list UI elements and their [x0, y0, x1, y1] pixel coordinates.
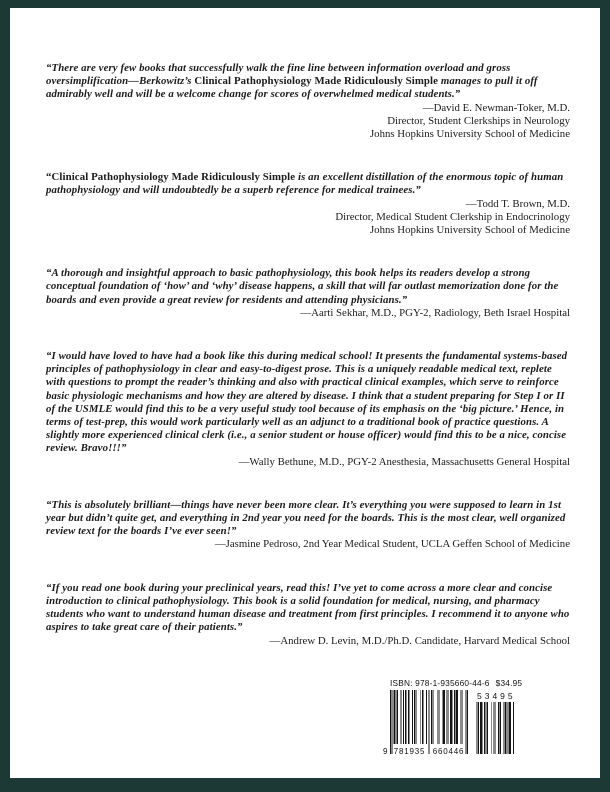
barcode-bar [392, 690, 393, 754]
barcode-bar [456, 690, 457, 744]
barcode-bar [428, 690, 429, 754]
barcode-bar [495, 702, 496, 754]
testimonial [46, 267, 570, 320]
barcode-bar [423, 690, 424, 744]
barcode-bar [395, 690, 396, 744]
price-text: $34.95 [495, 677, 523, 688]
testimonial-attribution: —David E. Newman-Toker, M.D. [422, 101, 570, 114]
testimonial-attribution: Director, Student Clerkships in Neurology [387, 114, 570, 127]
barcode-bar [476, 702, 477, 754]
ean13-bars [390, 690, 468, 754]
barcode-bar [509, 702, 510, 754]
barcode-bar [454, 690, 455, 744]
testimonial-attribution: —Aarti Sekhar, M.D., PGY-2, Radiology, Beth Israel Hospital [300, 306, 570, 319]
barcode-bar [397, 690, 398, 744]
barcode-bar [393, 690, 394, 744]
testimonial [46, 582, 570, 648]
quote-text: “If you read one book during your preclinical years, read this! I’ve yet to come across a more clear and concise introduction to clinical pathophysiology. This book is a solid foundation for medical, nursing, and pharmacy students who want to understand human disease and treatment from first principles. I recommend it to anyone who aspires to take great care of their patients.” [46, 581, 570, 634]
testimonial-attribution: —Andrew D. Levin, M.D./Ph.D. Candidate, Harvard Medical School [269, 634, 570, 647]
barcodes [383, 690, 516, 756]
barcode-bar [397, 690, 398, 744]
barcode-bar [501, 702, 502, 754]
barcode-bar [412, 690, 413, 744]
testimonial [46, 62, 570, 141]
testimonial-quote [46, 171, 570, 197]
testimonial-attribution: Director, Medical Student Clerkship in Endocrinology [335, 210, 570, 223]
barcode-bar [480, 702, 481, 754]
barcode-bar [514, 702, 515, 754]
barcode-bar [479, 702, 480, 754]
barcode-bar [461, 690, 462, 744]
isbn-text: ISBN: 978-1-935660-44-6 [390, 677, 490, 688]
quote-text: is an excellent distillation of the enormous topic of human pathophysiology and will undoubtedly be a superb reference for medical trainees.” [46, 171, 564, 197]
barcode-bar [414, 690, 415, 744]
testimonial [46, 350, 570, 469]
barcode-bar [409, 690, 410, 744]
barcode-bar [433, 690, 434, 744]
barcode-bar [394, 690, 395, 744]
barcode-bar [426, 690, 427, 744]
barcode-bar [405, 690, 406, 744]
barcode-bar [504, 702, 505, 754]
ean5-addon-barcode [474, 692, 516, 754]
testimonial-quote [46, 62, 570, 102]
barcode-bar [481, 702, 482, 754]
ean13-left-digits: 781935 [393, 746, 426, 756]
barcode-bar [492, 702, 493, 754]
quote-text: “I would have loved to have had a book like this during medical school! It presents the fundamental systems-based principles of pathophysiology in clear and easy-to-digest prose. This is a uniquely readable medical text, replete with questions to prompt the reader’s thinking and also with practical clinical examples, which serve to reinforce basic physiologic mechanisms and how they are altered by disease. I think that a student preparing for Step I or II of the USMLE would find this to be a very useful study tool because of its emphasis on the ‘big picture.’ Hence, in terms of test-prep, this would work particularly well as an adjunct to a traditional book of practice questions. A slightly more experienced clinical clerk (i.e., a senior student or house officer) would find this to be a nice, concise review. Bravo!!!” [46, 350, 568, 455]
barcode-bar [438, 690, 439, 744]
barcode-bar [508, 702, 509, 754]
barcode-bar [457, 690, 458, 744]
barcode-bar [447, 690, 448, 744]
barcode-bar [510, 702, 511, 754]
testimonial-quote [46, 582, 570, 635]
barcode-bar [460, 690, 461, 744]
barcode-bar [403, 690, 404, 744]
isbn-barcode-block [383, 677, 523, 756]
barcode-bar [448, 690, 449, 744]
testimonial-quote [46, 350, 570, 456]
testimonials-panel [10, 8, 600, 778]
testimonial [46, 171, 570, 237]
barcode-bar [466, 690, 467, 754]
barcode-bar [443, 690, 444, 744]
barcode-bar [431, 690, 432, 744]
barcode-bar [406, 690, 407, 744]
barcode-bar [506, 702, 507, 754]
testimonial-attribution: Johns Hopkins University School of Medicine [369, 128, 570, 141]
barcode-bar [401, 690, 402, 744]
barcode-bar [451, 690, 452, 744]
barcode-bar [486, 702, 487, 754]
quote-text: “This is absolutely brilliant—things have never been more clear. It’s everything you were supposed to learn in 1st year but didn’t quite get, and everything in 2nd year you need for the boards. This is the most clear, well organized review text for the boards I’ve ever seen!” [46, 498, 566, 538]
barcode-bar [478, 702, 479, 754]
barcode-bar [505, 702, 506, 754]
quote-text: “There are very few books that successfully walk the fine line between information overload and gross oversimplification—Berkowitz’s [46, 62, 511, 88]
barcode-bar [390, 690, 391, 754]
testimonial-quote [46, 267, 570, 307]
barcode-bar [452, 690, 453, 744]
barcode-bar [450, 690, 451, 744]
barcode-bar [493, 702, 494, 754]
quote-text: manages to pull it off admirably well and will be a welcome change for scores of overwhelmed medical students.” [46, 75, 538, 101]
testimonial-attribution: —Wally Bethune, M.D., PGY-2 Anesthesia, Massachusetts General Hospital [238, 455, 570, 468]
barcode-bar [416, 690, 417, 744]
barcode-bar [467, 690, 468, 754]
barcode-bar [408, 690, 409, 744]
barcode-bar [422, 690, 423, 744]
testimonials-list [46, 62, 570, 648]
book-title-emphasis: Clinical Pathophysiology Made Ridiculously Simple [194, 75, 439, 88]
ean13-right-digits: 660446 [432, 746, 465, 756]
testimonial-attribution: —Jasmine Pedroso, 2nd Year Medical Student, UCLA Geffen School of Medicine [214, 538, 570, 551]
barcode-bar [488, 702, 489, 754]
isbn-line [390, 677, 523, 688]
barcode-bar [415, 690, 416, 744]
barcode-bar [499, 702, 500, 754]
barcode-bar [482, 702, 483, 754]
addon-digits: 53495 [477, 690, 516, 701]
ean5-bars [475, 702, 514, 754]
barcode-bar [457, 690, 458, 744]
testimonial-quote [46, 499, 570, 539]
book-title-emphasis: “Clinical Pathophysiology Made Ridiculously Simple [46, 171, 296, 184]
barcode-bar [429, 690, 430, 754]
ean13-barcode [383, 690, 468, 756]
ean13-lead-digit: 9 [383, 746, 388, 756]
barcode-bar [420, 690, 421, 744]
testimonial-attribution: —Todd T. Brown, M.D. [465, 197, 570, 210]
quote-text: “A thorough and insightful approach to basic pathophysiology, this book helps its readers develop a strong conceptual foundation of ‘how’ and ‘why’ disease happens, a skill that will far outlast memorization done for the boards and even provide a great review for residents and attending physicians.” [46, 267, 559, 306]
barcode-bar [437, 690, 438, 744]
barcode-bar [498, 702, 499, 754]
testimonial-attribution: Johns Hopkins University School of Medicine [369, 224, 570, 237]
barcode-bar [444, 690, 445, 744]
barcode-bar [484, 702, 485, 754]
testimonial [46, 499, 570, 552]
barcode-bar [443, 690, 444, 744]
